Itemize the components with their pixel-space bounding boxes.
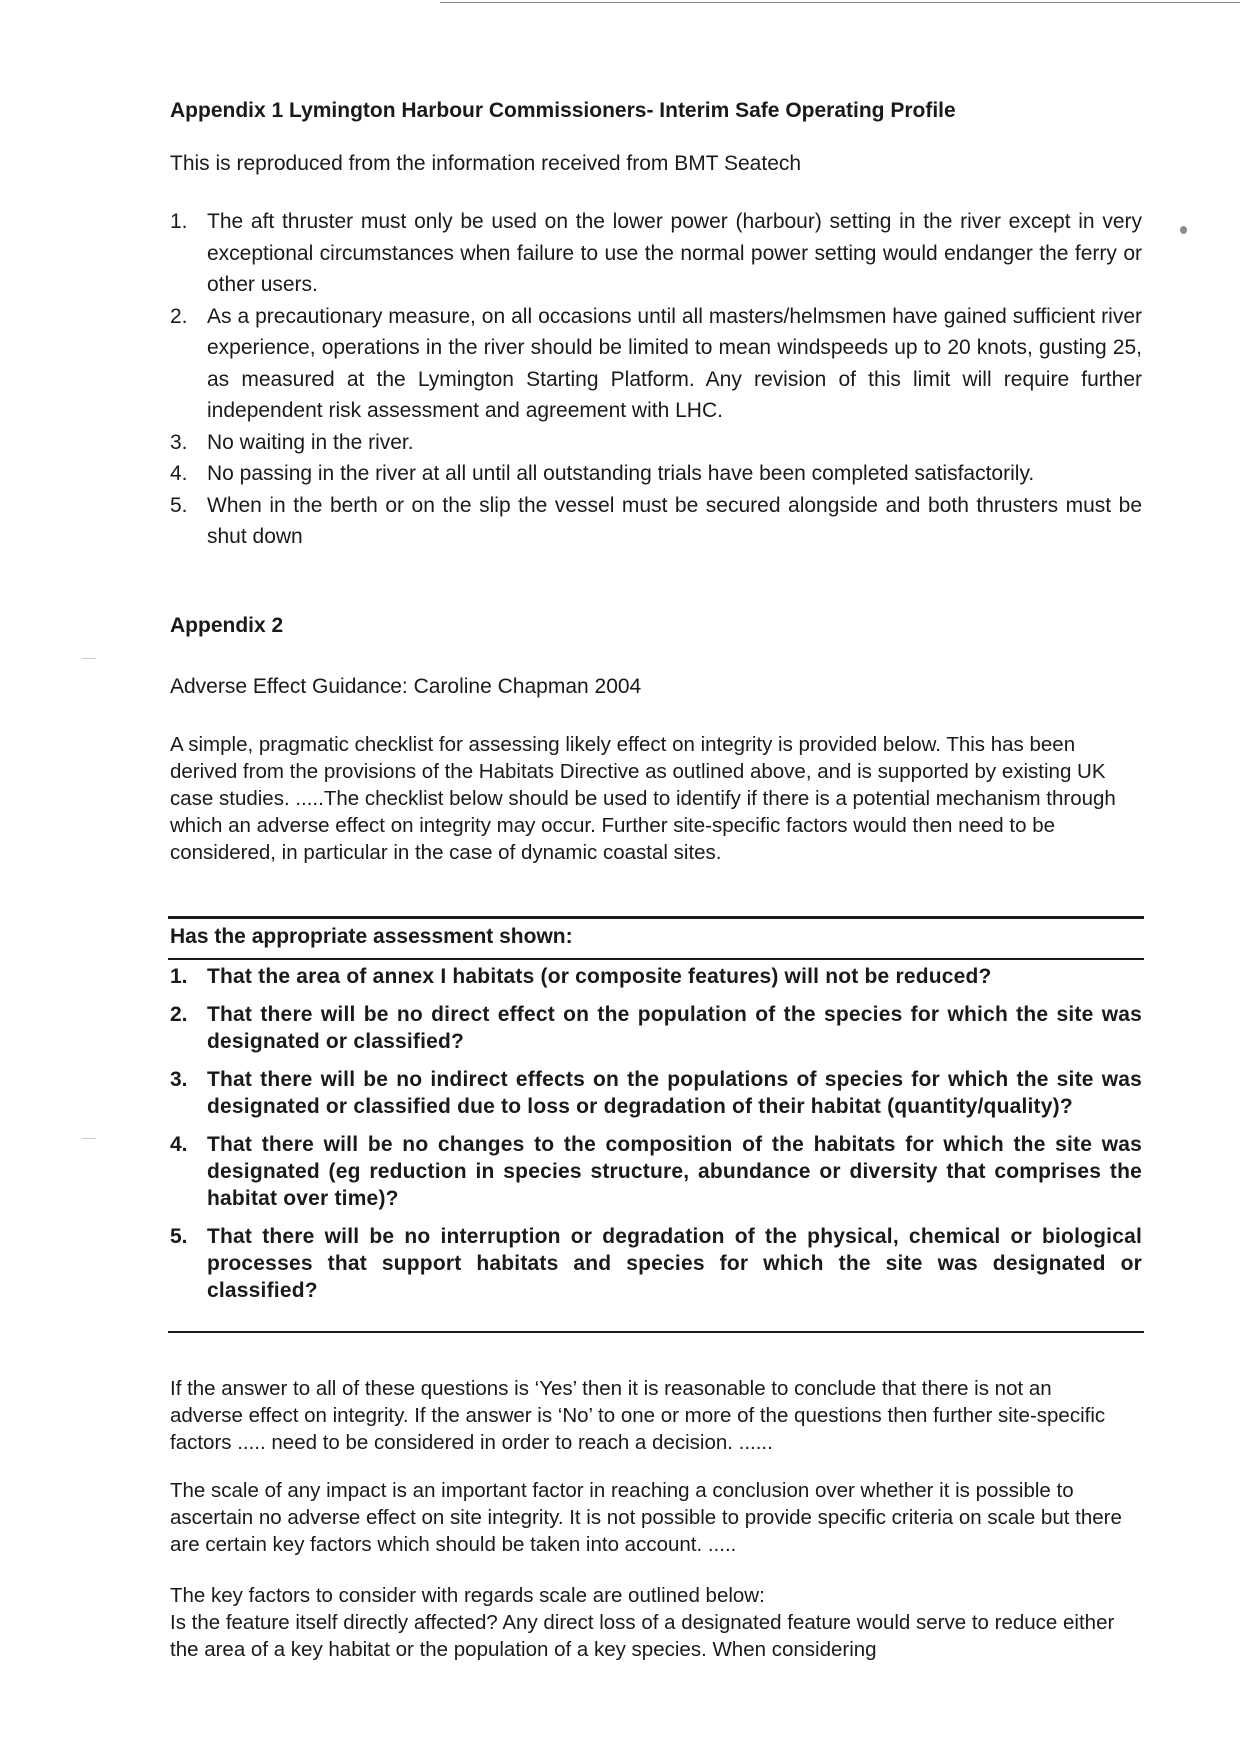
key-factors-text: Is the feature itself directly affected? Any direct loss of a designated feature would serve to reduce either the area of a key habitat or the population of a key species. When considering (170, 1611, 1115, 1661)
checklist-question: 1. That the area of annex I habitats (or composite features) will not be reduced? (170, 965, 992, 988)
checklist-questions (170, 963, 1142, 1315)
key-factors-intro: The key factors to consider with regards scale are outlined below: (170, 1584, 765, 1607)
scan-speck (82, 1138, 96, 1139)
scan-edge-line (440, 2, 1240, 3)
list-item: 1. The aft thruster must only be used on the lower power (harbour) setting in the river except in very exceptional circumstances when failure to use the normal power setting would endanger the ferry or other users. (170, 210, 1142, 296)
checklist-intro-paragraph: A simple, pragmatic checklist for assessing likely effect on integrity is provided below. This has been derived from the provisions of the Habitats Directive as outlined above, and is supported by existing UK case studies. .....The checklist below should be used to identify if there is a potential mechanism through which an adverse effect on integrity may occur. Further site-specific factors would then need to be considered, in particular in the case of dynamic coastal sites. (170, 733, 1116, 864)
conclusion-paragraph: If the answer to all of these questions is ‘Yes’ then it is reasonable to conclude that there is not an adverse effect on integrity. If the answer is ‘No’ to one or more of the questions then further site-specific factors ..... need to be considered in order to reach a decision. ...... (170, 1377, 1106, 1454)
checklist-question: 5. That there will be no interruption or degradation of the physical, chemical or biological processes that support habitats and species for which the site was designated or classified? (170, 1225, 1142, 1302)
appendix1-intro: This is reproduced from the information received from BMT Seatech (170, 152, 802, 175)
appendix2-heading: Appendix 2 (170, 614, 284, 637)
list-item: 4. No passing in the river at all until all outstanding trials have been completed satisfactorily. (170, 462, 1035, 485)
checklist-question: 4. That there will be no changes to the composition of the habitats for which the site was designated (eg reduction in species structure, abundance or diversity that comprises the habitat over time)? (170, 1133, 1142, 1210)
scale-paragraph: The scale of any impact is an important factor in reaching a conclusion over whether it is possible to ascertain no adverse effect on site integrity. It is not possible to provide specific criteria on scale but there are certain key factors which should be taken into account. ..... (170, 1479, 1122, 1556)
operating-profile-list (170, 206, 1142, 553)
checklist-heading-rule (168, 958, 1144, 960)
appendix1-heading: Appendix 1 Lymington Harbour Commissioners- Interim Safe Operating Profile (170, 99, 956, 122)
key-factors-paragraph (170, 1582, 1130, 1663)
scan-dot (1180, 226, 1187, 234)
scan-speck (82, 658, 96, 659)
list-item: 2. As a precautionary measure, on all occasions until all masters/helmsmen have gained sufficient river experience, operations in the river should be limited to mean windspeeds up to 20 knots, gusting 25, as measured at the Lymington Starting Platform. Any revision of this limit will require further independent risk assessment and agreement with LHC. (170, 304, 1142, 422)
checklist-heading: Has the appropriate assessment shown: (170, 925, 573, 948)
checklist-bottom-rule (168, 1331, 1144, 1333)
checklist-question: 2. That there will be no direct effect on the population of the species for which the site was designated or classified? (170, 1003, 1142, 1053)
checklist-question: 3. That there will be no indirect effects on the populations of species for which the site was designated or classified due to loss or degradation of their habitat (quantity/quality)? (170, 1068, 1142, 1118)
list-item: 5. When in the berth or on the slip the vessel must be secured alongside and both thrusters must be shut down (170, 493, 1142, 548)
list-item: 3. No waiting in the river. (170, 430, 414, 454)
guidance-title: Adverse Effect Guidance: Caroline Chapman 2004 (170, 675, 642, 698)
checklist-top-rule (168, 916, 1144, 919)
